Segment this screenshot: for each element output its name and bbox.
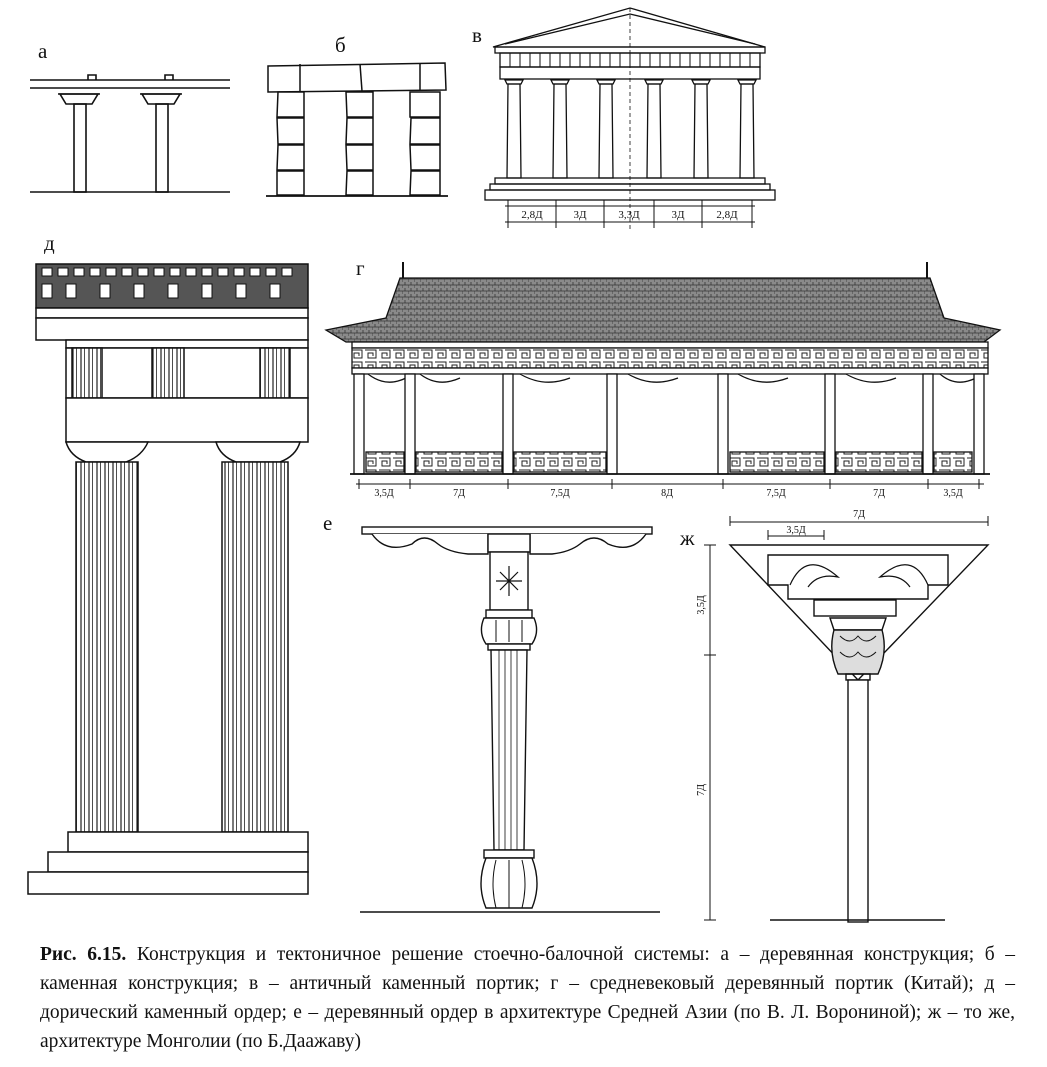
dim-v-4: 3Д [671,209,685,221]
brackets [368,374,976,382]
panel-a [30,39,230,192]
panel-e-label: е [323,511,333,535]
dim-g-1: 3,5Д [374,488,394,499]
panel-b [266,33,448,196]
figure-caption [40,940,1015,1056]
panel-v-label: в [472,23,482,47]
dim-g-2: 7Д [453,488,465,499]
dim-g-4: 8Д [661,488,673,499]
dim-v-3: 3,3Д [618,209,640,221]
panel-g [326,256,1000,499]
dim-g-5: 7,5Д [766,488,786,499]
panel-zh [679,509,988,922]
panel-d [28,231,308,894]
dim-zh-top: 7Д [853,509,865,520]
panel-v [472,8,775,230]
figure-number: Рис. 6.15. [40,944,127,965]
dim-v-1: 2,8Д [521,209,543,221]
caption-text: Конструкция и тектоничное решение стоечно-балочной системы: а – деревянная конструкция; б – каменная конструкция; в – античный каменный портик; г – средневековый деревянный портик (Китай); д – дорический каменный ордер; е – деревянный ордер в архитектуре Средней Азии (по В. Л. Ворониной); ж – то же, архитектуре Монголии (по Б.Даажаву) [40,944,1015,1052]
dim-g-7: 3,5Д [943,488,963,499]
panel-b-label: б [335,33,346,57]
panel-zh-label: ж [680,526,695,550]
panel-e [323,511,660,912]
dim-v-2: 3Д [573,209,587,221]
panel-g-label: г [356,256,365,280]
dim-g-3: 7,5Д [550,488,570,499]
dim-zh-vert-lower: 7Д [696,784,707,796]
dim-v-5: 2,8Д [716,209,738,221]
dim-g-6: 7Д [873,488,885,499]
panel-a-label: а [38,39,48,63]
panel-d-label: д [44,231,55,255]
dim-zh-sub: 3,5Д [786,525,806,536]
dim-zh-vert-upper: 3,5Д [696,595,707,615]
portico-columns [505,80,756,178]
